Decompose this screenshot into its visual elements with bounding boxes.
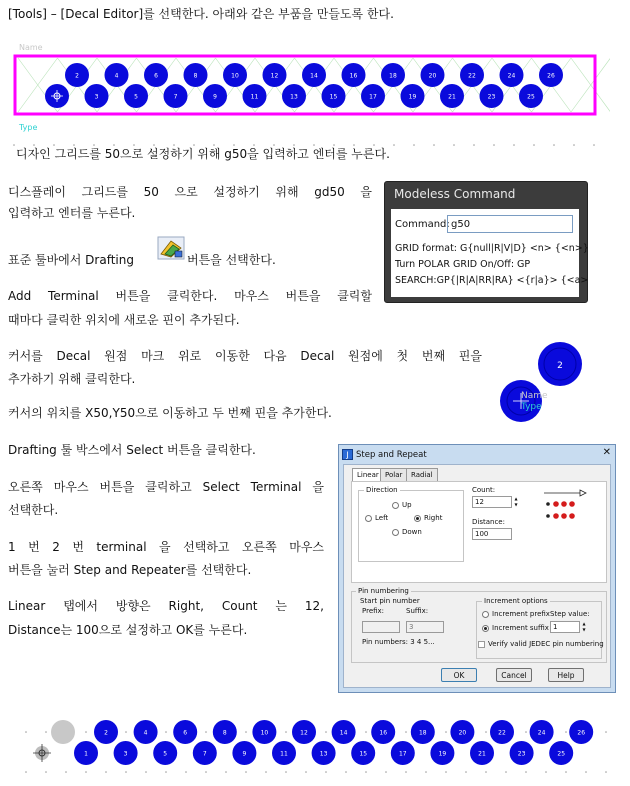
cancel-button[interactable]: Cancel xyxy=(496,668,532,682)
grid-dot xyxy=(325,771,327,773)
grid-dot xyxy=(85,731,87,733)
modeless-command-window xyxy=(384,181,588,303)
grid-dot xyxy=(185,771,187,773)
help-line-grid: GRID format: G{null|R|V|D} <n> {<n>} xyxy=(395,243,589,254)
grid-dot xyxy=(565,731,567,733)
pin-name-label: Name xyxy=(521,391,548,401)
pin-label-8: 8 xyxy=(222,729,227,737)
pin-label-5: 5 xyxy=(163,750,168,758)
grid-dot xyxy=(565,771,567,773)
pin-label-23: 23 xyxy=(487,93,496,101)
origin-marker-icon xyxy=(33,744,51,762)
grid-dot xyxy=(285,771,287,773)
count-label: Count: xyxy=(472,486,496,494)
grid-dot xyxy=(405,731,407,733)
step-repeat-text-2: 버튼을 눌러 Step and Repeater를 선택한다. xyxy=(8,563,252,577)
modeless-body xyxy=(391,209,589,297)
move-cursor-text: 커서의 위치를 X50,Y50으로 이동하고 두 번째 핀을 추가한다. xyxy=(8,406,332,420)
decal-figure-top xyxy=(10,40,610,140)
grid-dot xyxy=(545,771,547,773)
pin-label-14: 14 xyxy=(310,72,318,80)
grid-dot xyxy=(65,771,67,773)
increment-options-label: Increment options xyxy=(484,597,548,605)
svg-text:J: J xyxy=(346,450,349,460)
grid-dot xyxy=(125,771,127,773)
pin-label-13: 13 xyxy=(290,93,298,101)
step-value-label: Step value: xyxy=(550,610,590,618)
select-button-text: Drafting 툴 박스에서 Select 버튼을 클릭한다. xyxy=(8,443,256,457)
pin-label-8: 8 xyxy=(193,72,198,80)
pin-label-26: 26 xyxy=(547,72,555,80)
pin-label-17: 17 xyxy=(369,93,377,101)
linear-tab-text-2: Distance는 100으로 설정하고 OK를 누른다. xyxy=(8,623,248,637)
pin-label-20: 20 xyxy=(428,72,437,80)
pin-label-14: 14 xyxy=(339,729,348,737)
add-terminal-text-1: Add Terminal 버튼을 클릭한다. 마우스 버튼을 클릭할 xyxy=(8,289,372,303)
grid-dot xyxy=(45,771,47,773)
step-value-input[interactable]: 1 xyxy=(550,621,580,633)
grid-dot xyxy=(205,771,207,773)
dialog-title: Step and Repeat xyxy=(356,450,427,460)
grid-dot xyxy=(345,771,347,773)
design-grid-text: 디자인 그리드를 50으로 설정하기 위해 g50을 입력하고 엔터를 누른다. xyxy=(16,147,390,161)
pin-label-22: 22 xyxy=(468,72,476,80)
grid-dot xyxy=(45,731,47,733)
grid-dot xyxy=(465,771,467,773)
grid-dot xyxy=(425,771,427,773)
prefix-label: Prefix: xyxy=(362,607,385,615)
grid-dot xyxy=(485,731,487,733)
grid-dot xyxy=(493,144,495,146)
linear-tab-text-1: Linear 탭에서 방향은 Right, Count 는 12, xyxy=(8,599,324,613)
pin-label-2: 2 xyxy=(75,72,79,80)
grid-dot xyxy=(605,771,607,773)
grid-dot xyxy=(245,771,247,773)
distance-label: Distance: xyxy=(472,518,505,526)
prefix-input[interactable] xyxy=(362,621,400,633)
pin-1-example xyxy=(498,379,548,423)
grid-dot xyxy=(145,771,147,773)
grid-dot xyxy=(433,144,435,146)
linear-panel xyxy=(351,481,607,583)
pin-label-17: 17 xyxy=(398,750,407,758)
pin-label-20: 20 xyxy=(458,729,467,737)
pin-label-25: 25 xyxy=(557,750,566,758)
grid-dot xyxy=(473,144,475,146)
grid-dot xyxy=(445,731,447,733)
origin-text-1: 커서를 Decal 원점 마크 위로 이동한 다음 Decal 원점에 첫 번째 핀을 xyxy=(8,349,482,363)
grid-dot xyxy=(453,144,455,146)
count-input[interactable]: 12 xyxy=(472,496,512,508)
grid-dot xyxy=(393,144,395,146)
help-line-search: SEARCH:GP{|R|A|RR|RA} <{r|a}> {<a> xyxy=(395,275,589,286)
display-grid-text-1: 디스플레이 그리드를 50 으로 설정하기 위해 gd50 을 xyxy=(8,185,372,199)
grid-dot xyxy=(125,731,127,733)
pin-label-16: 16 xyxy=(349,72,358,80)
pin-label-25: 25 xyxy=(527,93,535,101)
grid-dot xyxy=(445,771,447,773)
modeless-title: Modeless Command xyxy=(394,187,516,201)
grid-dot xyxy=(205,731,207,733)
pin-label-5: 5 xyxy=(134,93,138,101)
direction-left-label: Left xyxy=(375,514,389,522)
count-spinner[interactable]: ▲ ▼ xyxy=(514,496,518,507)
pin-label-21: 21 xyxy=(478,750,486,758)
add-terminal-text-2: 때마다 클릭한 위치에 새로운 핀이 추가된다. xyxy=(8,313,240,327)
distance-input[interactable]: 100 xyxy=(472,528,512,540)
pin-label-22: 22 xyxy=(498,729,506,737)
grid-dot xyxy=(505,771,507,773)
pin-label-23: 23 xyxy=(517,750,526,758)
direction-preview xyxy=(540,486,590,526)
tab-radial[interactable]: Radial xyxy=(406,468,438,481)
direction-down-radio[interactable] xyxy=(392,529,399,536)
pin-label-24: 24 xyxy=(507,72,516,80)
pin-label-9: 9 xyxy=(213,93,217,101)
pin-number: 2 xyxy=(557,361,563,371)
pin-label-3: 3 xyxy=(94,93,99,101)
pin-label-3: 3 xyxy=(123,750,128,758)
grid-dot xyxy=(513,144,515,146)
name-label: Name xyxy=(19,43,43,52)
drafting-toolbar-icon[interactable] xyxy=(157,236,185,260)
pin-label-10: 10 xyxy=(260,729,269,737)
tab-linear[interactable]: Linear xyxy=(352,468,384,482)
drafting-text-1: 표준 툴바에서 Drafting xyxy=(8,253,134,267)
pin-label-24: 24 xyxy=(537,729,546,737)
verify-jedec-label: Verify valid JEDEC pin numbering xyxy=(488,640,604,648)
intro-text: [Tools] – [Decal Editor]를 선택한다. 아래와 같은 부품을 만들도록 한다. xyxy=(8,7,394,21)
pin-label-6: 6 xyxy=(183,729,188,737)
grid-dot xyxy=(413,144,415,146)
suffix-label: Suffix: xyxy=(406,607,429,615)
step-repeat-text-1: 1 번 2 번 terminal 을 선택하고 오른쪽 마우스 xyxy=(8,540,324,554)
help-line-polar: Turn POLAR GRID On/Off: GP xyxy=(395,259,531,270)
select-terminal-text-2: 선택한다. xyxy=(8,503,59,517)
pin-label-7: 7 xyxy=(202,750,207,758)
pin-label-18: 18 xyxy=(389,72,397,80)
pin-label-10: 10 xyxy=(231,72,239,80)
ok-button[interactable]: OK xyxy=(441,668,477,682)
direction-down-label: Down xyxy=(402,528,422,536)
pin-label-15: 15 xyxy=(359,750,368,758)
pin-label-1: 1 xyxy=(84,750,88,758)
pin-label-11: 11 xyxy=(280,750,288,758)
grid-dot xyxy=(165,771,167,773)
grid-dot xyxy=(485,771,487,773)
grid-dot xyxy=(265,771,267,773)
pin-label-19: 19 xyxy=(438,750,447,758)
pin-label-21: 21 xyxy=(448,93,456,101)
select-terminal-text-1: 오른쪽 마우스 버튼을 클릭하고 Select Terminal 을 xyxy=(8,480,324,494)
start-pin-label: Start pin number xyxy=(360,597,420,605)
pin-label-19: 19 xyxy=(408,93,417,101)
tab-polar[interactable]: Polar xyxy=(380,468,407,481)
pin-numbering-label: Pin numbering xyxy=(358,587,409,595)
close-icon[interactable]: ✕ xyxy=(602,447,611,458)
grid-dot xyxy=(585,771,587,773)
direction-label: Direction xyxy=(366,486,398,494)
command-label: Command: xyxy=(395,219,450,230)
grid-dot xyxy=(365,771,367,773)
step-repeat-dialog xyxy=(338,444,616,693)
grid-dot xyxy=(225,771,227,773)
grid-dot xyxy=(365,731,367,733)
grid-dot xyxy=(533,144,535,146)
grid-dot xyxy=(13,144,15,146)
pin-label-9: 9 xyxy=(242,750,247,758)
grid-dot xyxy=(605,731,607,733)
grid-dot xyxy=(325,731,327,733)
increment-prefix-radio[interactable] xyxy=(482,611,489,618)
drafting-text-2: 버튼을 선택한다. xyxy=(187,253,276,267)
app-icon xyxy=(342,449,353,460)
grid-dot xyxy=(165,731,167,733)
increment-suffix-radio[interactable] xyxy=(482,625,489,632)
grid-dot xyxy=(405,771,407,773)
suffix-input[interactable]: 3 xyxy=(406,621,444,633)
grid-dot xyxy=(25,771,27,773)
increment-suffix-label: Increment suffix xyxy=(492,624,549,632)
grid-dot xyxy=(285,731,287,733)
pin-label-26: 26 xyxy=(577,729,586,737)
grid-dot xyxy=(245,731,247,733)
pin-label-4: 4 xyxy=(114,72,119,80)
command-input[interactable]: g50 xyxy=(447,215,573,233)
direction-up-label: Up xyxy=(402,501,412,509)
origin-text-2: 추가하기 위해 클릭한다. xyxy=(8,372,136,386)
grid-dot xyxy=(105,771,107,773)
pin-label-13: 13 xyxy=(319,750,328,758)
pin-label-4: 4 xyxy=(143,729,148,737)
pin-label-18: 18 xyxy=(418,729,427,737)
pin-label-11: 11 xyxy=(250,93,259,101)
display-grid-text-2: 입력하고 엔터를 누른다. xyxy=(8,206,136,220)
grid-dot xyxy=(525,771,527,773)
dialog-body xyxy=(343,464,611,688)
pin-type-label: Type xyxy=(521,402,542,412)
step-spinner[interactable]: ▲ ▼ xyxy=(582,621,586,632)
pin-label-12: 12 xyxy=(300,729,308,737)
direction-left-radio[interactable] xyxy=(365,515,372,522)
grid-dot xyxy=(573,144,575,146)
direction-right-radio[interactable] xyxy=(414,515,421,522)
grid-dot xyxy=(385,771,387,773)
pin-label-2: 2 xyxy=(104,729,108,737)
grid-dot xyxy=(593,144,595,146)
grid-dot xyxy=(305,771,307,773)
pin-label-12: 12 xyxy=(270,72,279,80)
direction-up-radio[interactable] xyxy=(392,502,399,509)
pin-numbers-preview: Pin numbers: 3 4 5... xyxy=(362,638,435,646)
pin-label-7: 7 xyxy=(173,93,178,101)
grid-dot xyxy=(525,731,527,733)
decal-canvas xyxy=(10,40,610,140)
increment-prefix-label: Increment prefix xyxy=(492,610,550,618)
dotted-grid-row xyxy=(12,132,602,136)
grid-dot xyxy=(85,771,87,773)
help-button[interactable]: Help xyxy=(548,668,584,682)
grid-dot xyxy=(553,144,555,146)
pin-label-15: 15 xyxy=(329,93,338,101)
grid-dot xyxy=(25,731,27,733)
type-label: Type xyxy=(19,123,38,132)
verify-jedec-checkbox[interactable] xyxy=(478,641,485,648)
origin-pad xyxy=(51,720,75,744)
pin-label-6: 6 xyxy=(154,72,158,80)
decal-figure-bottom xyxy=(20,712,610,782)
pin-label-16: 16 xyxy=(379,729,388,737)
direction-right-label: Right xyxy=(424,514,443,522)
